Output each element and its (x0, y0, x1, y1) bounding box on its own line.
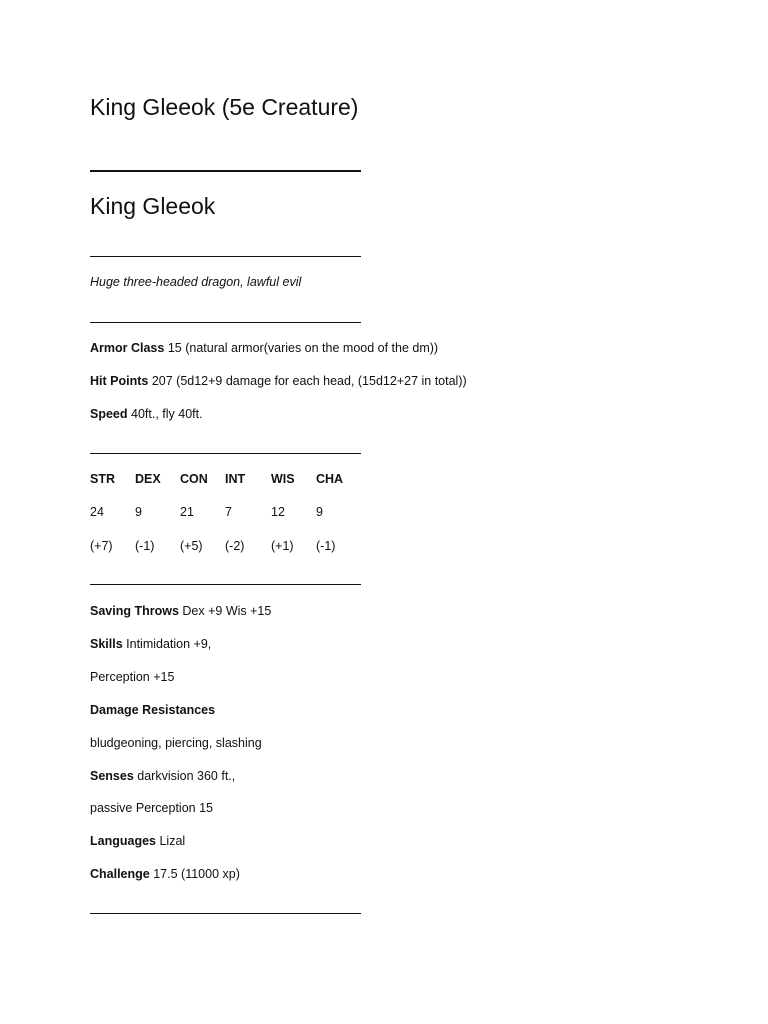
speed-line (90, 406, 203, 422)
senses-label: Senses (90, 769, 134, 783)
skills-label: Skills (90, 637, 123, 651)
divider (90, 170, 361, 172)
divider (90, 256, 361, 257)
languages-line (90, 833, 185, 849)
challenge-line (90, 866, 240, 882)
damage-resistances-value: bludgeoning, piercing, slashing (90, 736, 262, 750)
damage-resistances-label: Damage Resistances (90, 703, 216, 717)
creature-type-line: Huge three-headed dragon, lawful evil (90, 275, 302, 289)
skills-line-continued: Perception +15 (90, 670, 175, 684)
ability-modifier-con: (+5) (180, 539, 203, 553)
document-title: King Gleeok (5e Creature) (90, 94, 359, 120)
ability-modifier-dex: (-1) (135, 539, 155, 553)
ability-header-con: CON (180, 472, 208, 486)
ability-header-int: INT (225, 472, 246, 486)
ability-score-dex: 9 (135, 505, 142, 519)
ability-score-wis: 12 (271, 505, 285, 519)
speed-value: 40ft., fly 40ft. (131, 407, 203, 421)
hit-points-line (90, 373, 467, 389)
armor-class-label: Armor Class (90, 341, 165, 355)
divider (90, 584, 361, 585)
saving-throws-line (90, 603, 271, 619)
armor-class-value: 15 (natural armor(varies on the mood of the dm)) (167, 341, 439, 355)
ability-score-cha: 9 (316, 505, 323, 519)
ability-score-con: 21 (180, 505, 194, 519)
armor-class-line (90, 340, 438, 356)
damage-resistances-line (90, 702, 215, 718)
ability-header-str: STR (90, 472, 115, 486)
ability-modifier-str: (+7) (90, 539, 113, 553)
senses-line-continued: passive Perception 15 (90, 801, 213, 815)
saving-throws-label: Saving Throws (90, 604, 179, 618)
senses-line (90, 768, 235, 784)
speed-label: Speed (90, 407, 128, 421)
languages-label: Languages (90, 834, 156, 848)
ability-score-int: 7 (225, 505, 232, 519)
divider (90, 913, 361, 914)
ability-modifier-cha: (-1) (316, 539, 336, 553)
saving-throws-value: Dex +9 Wis +15 (182, 604, 272, 618)
challenge-value: 17.5 (11000 xp) (153, 867, 240, 881)
challenge-label: Challenge (90, 867, 150, 881)
hit-points-value: 207 (5d12+9 damage for each head, (15d12+27 in total)) (151, 374, 467, 388)
skills-value: Intimidation +9, (126, 637, 212, 651)
divider (90, 453, 361, 454)
skills-line (90, 636, 211, 652)
ability-header-wis: WIS (271, 472, 295, 486)
languages-value: Lizal (159, 834, 186, 848)
creature-name: King Gleeok (90, 193, 216, 219)
hit-points-label: Hit Points (90, 374, 149, 388)
ability-header-cha: CHA (316, 472, 344, 486)
ability-score-str: 24 (90, 505, 104, 519)
senses-value: darkvision 360 ft., (137, 769, 236, 783)
divider (90, 322, 361, 323)
ability-modifier-wis: (+1) (271, 539, 294, 553)
ability-modifier-int: (-2) (225, 539, 245, 553)
ability-header-dex: DEX (135, 472, 161, 486)
